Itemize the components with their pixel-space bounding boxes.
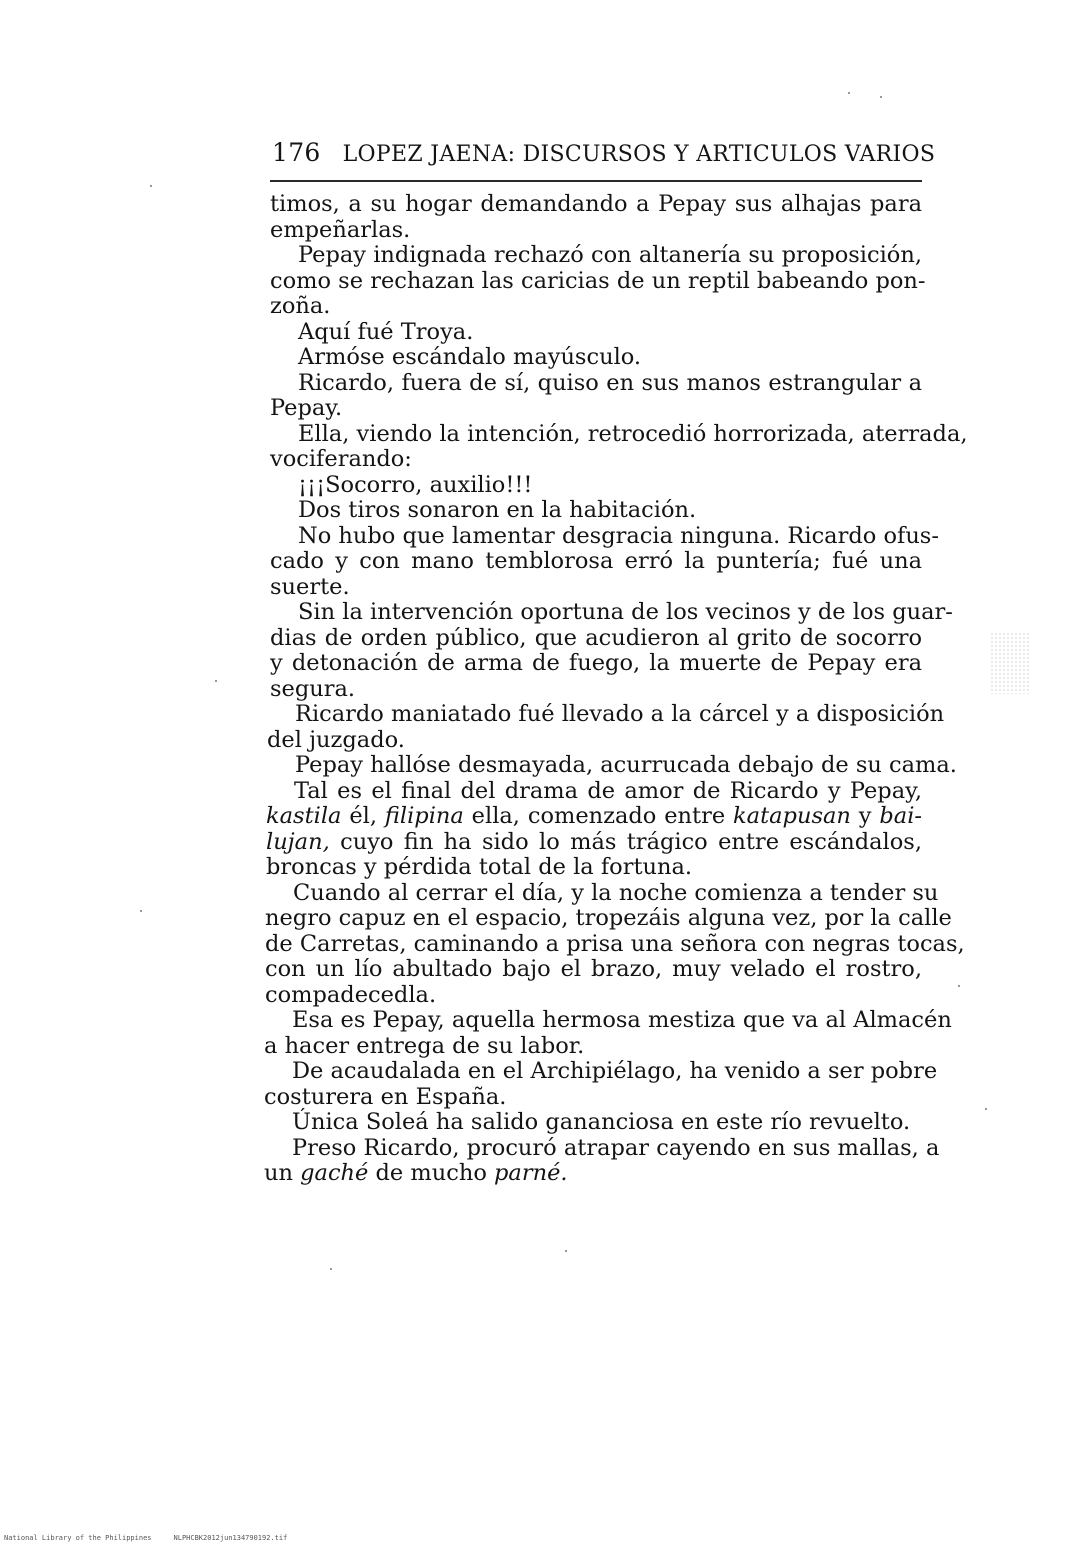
scan-speck [150, 185, 152, 187]
text-line: compadecedla. [265, 981, 437, 1008]
text-line: Pepay indignada rechazó con altanería su proposición, [298, 242, 922, 268]
text-line: Esa es Pepay, aquella hermosa mestiza que va al Almacén [292, 1007, 952, 1033]
text-line: timos, a su hogar demandando a Pepay sus alhajas para [270, 191, 922, 217]
text-line: a hacer entrega de su labor. [264, 1032, 585, 1059]
text-line: costurera en España. [264, 1083, 507, 1110]
text-line: lujan, cuyo fin ha sido lo más trágico entre escándalos, [266, 828, 922, 855]
text-line: Aquí fué Troya. [298, 318, 474, 345]
scan-speck [140, 910, 142, 912]
text-line: Cuando al cerrar el día, y la noche comienza a tender su [293, 879, 939, 906]
text-line: Pepay hallóse desmayada, acurrucada debajo de su cama. [295, 752, 957, 778]
scan-speck [565, 1250, 567, 1252]
italic-word: filipina [384, 803, 464, 829]
text-line: Ricardo maniatado fué llevado a la cárcel y a disposición [295, 701, 945, 727]
italic-word: lujan, [266, 828, 330, 855]
italic-word: bai- [879, 803, 923, 829]
text-line: dias de orden público, que acudieron al grito de socorro [270, 624, 922, 651]
text-line: Pepay. [270, 395, 343, 421]
text-line: del juzgado. [267, 726, 405, 753]
text-line: zoña. [270, 293, 331, 319]
text-line: suerte. [270, 573, 350, 600]
text-line: negro capuz en el espacio, tropezáis alguna vez, por la calle [265, 905, 952, 931]
scan-speck [880, 96, 882, 98]
text-line: Ricardo, fuera de sí, quiso en sus manos estrangular a [298, 369, 922, 396]
body-text [264, 191, 968, 1187]
text-line: broncas y pérdida total de la fortuna. [266, 854, 693, 880]
text-line: vociferando: [270, 446, 412, 472]
text-line: cado y con mano temblorosa erró la puntería; fué una [270, 548, 922, 574]
header-rule [270, 180, 922, 182]
text-line: Dos tiros sonaron en la habitación. [298, 497, 697, 523]
scan-footer [4, 1534, 309, 1542]
text-line: Tal es el final del drama de amor de Ricardo y Pepay, [294, 777, 922, 804]
text-line: Única Soleá ha salido gananciosa en este río revuelto. [292, 1109, 911, 1135]
scan-speck [330, 1268, 332, 1270]
text-line: ¡¡¡Socorro, auxilio!!! [298, 471, 533, 498]
file-id: NLPHCBK2012jun134790192.tif [173, 1534, 288, 1542]
text-line: Ella, viendo la intención, retrocedió horrorizada, aterrada, [298, 420, 968, 447]
italic-word: katapusan [733, 803, 851, 829]
text-line: de Carretas, caminando a prisa una señora con negras tocas, [265, 930, 965, 957]
text-line: con un lío abultado bajo el brazo, muy velado el rostro, [265, 956, 922, 982]
running-title: LOPEZ JAENA: DISCURSOS Y ARTICULOS VARIOS [342, 142, 936, 167]
text-line: un gaché de mucho parné. [264, 1160, 568, 1186]
running-header [272, 138, 936, 172]
scan-speck [985, 1108, 987, 1110]
text-line: De acaudalada en el Archipiélago, ha venido a ser pobre [292, 1058, 938, 1084]
text-line: empeñarlas. [270, 216, 411, 243]
text-line: Sin la intervención oportuna de los vecinos y de los guar- [298, 599, 953, 625]
text-line: Armóse escándalo mayúsculo. [298, 344, 642, 370]
text-line: y detonación de arma de fuego, la muerte de Pepay era [270, 650, 922, 676]
italic-word: parné. [494, 1160, 568, 1186]
text-line: Preso Ricardo, procuró atrapar cayendo en sus mallas, a [292, 1134, 940, 1161]
page-number: 176 [272, 138, 321, 167]
scan-noise [990, 632, 1030, 694]
scan-speck [958, 985, 960, 987]
text-line: segura. [270, 675, 356, 702]
italic-word: kastila [266, 803, 342, 829]
scan-speck [215, 680, 217, 682]
italic-word: gaché [300, 1160, 369, 1186]
text-line: No hubo que lamentar desgracia ninguna. Ricardo ofus- [298, 522, 939, 549]
library-credit: National Library of the Philippines [4, 1534, 152, 1542]
text-line: como se rechazan las caricias de un reptil babeando pon- [270, 267, 926, 294]
text-line: kastila él, filipina ella, comenzado entre katapusan y bai- [266, 803, 923, 829]
scan-speck [848, 92, 850, 94]
